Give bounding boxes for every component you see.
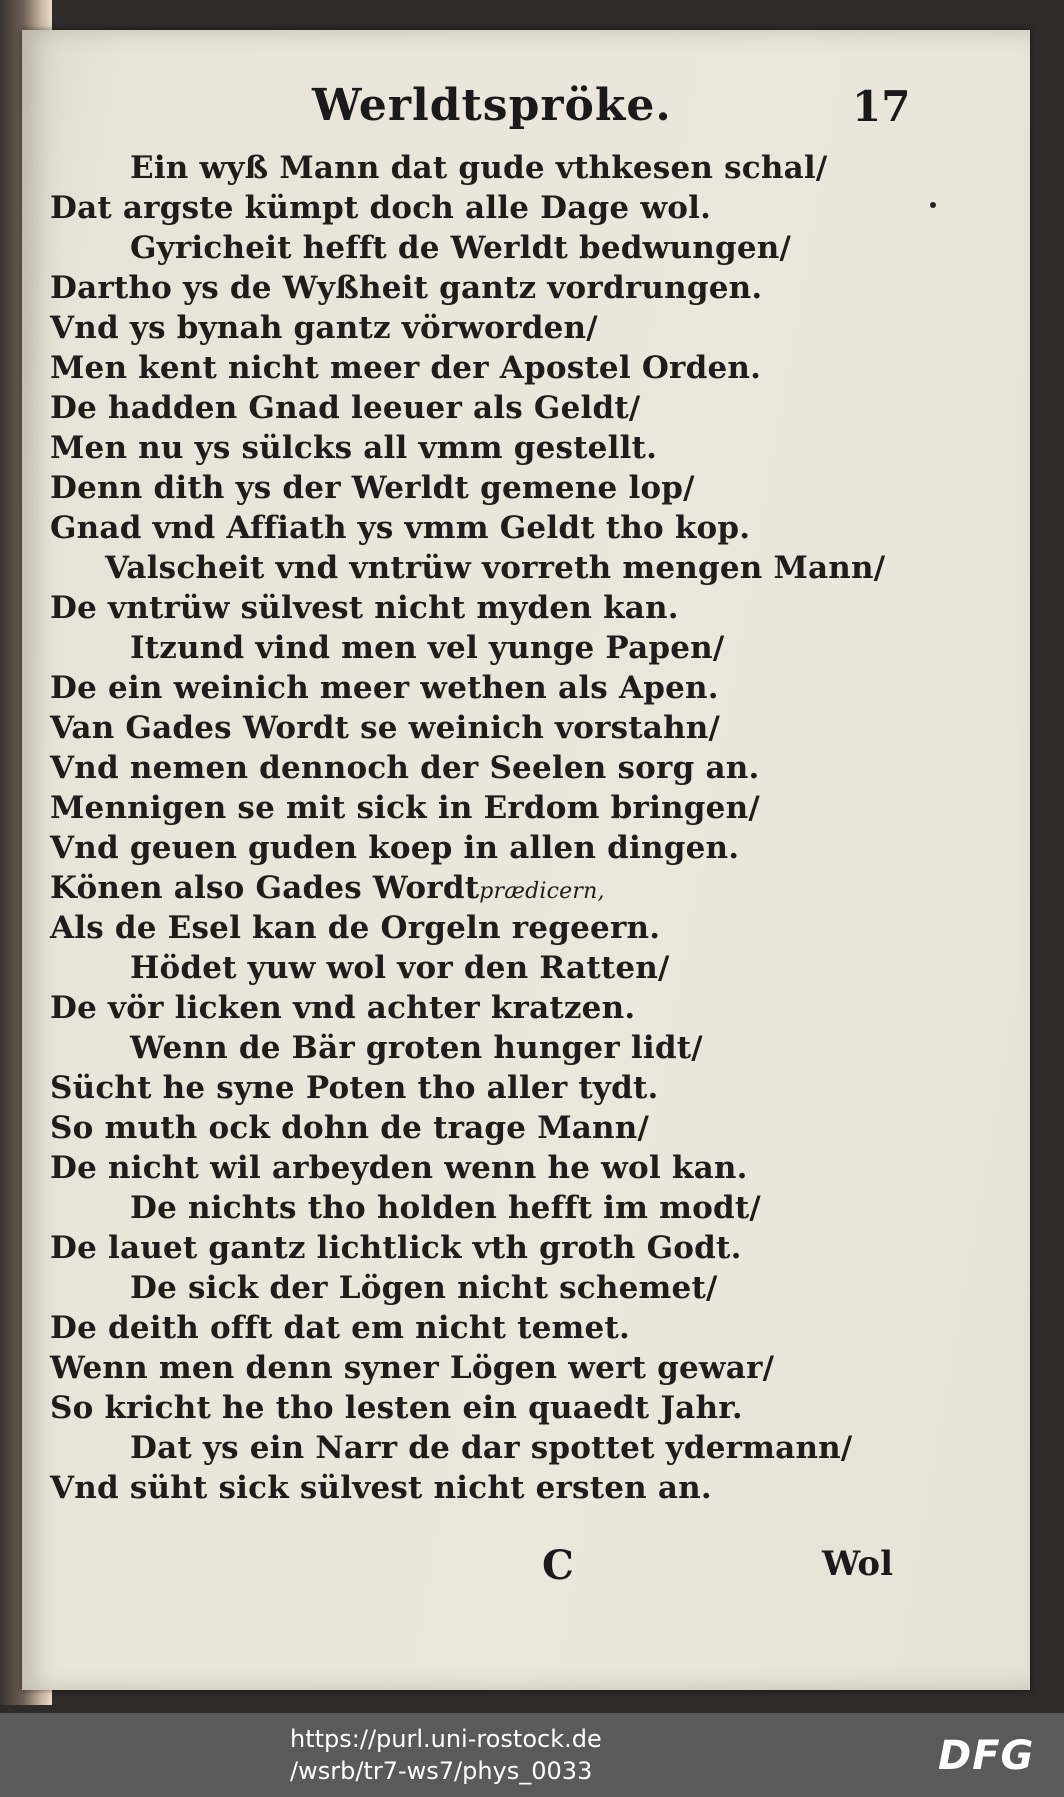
verse-line bbox=[50, 1108, 950, 1148]
verse-line-text: Ein wyß Mann dat gude vthkesen schal/ bbox=[130, 150, 828, 186]
catchword: Wol bbox=[822, 1544, 894, 1584]
verse-line-text: So kricht he tho lesten ein quaedt Jahr. bbox=[50, 1390, 743, 1426]
verse-line bbox=[50, 228, 950, 268]
verse-line bbox=[50, 1188, 950, 1228]
running-head: Werldtspröke. bbox=[312, 80, 672, 131]
verse-text-block bbox=[50, 148, 950, 1508]
signature-mark: C bbox=[542, 1542, 574, 1589]
verse-line bbox=[50, 628, 950, 668]
verse-line-text: De nichts tho holden hefft im modt/ bbox=[130, 1190, 761, 1226]
verse-line-text: Vnd süht sick sülvest nicht ersten an. bbox=[50, 1470, 712, 1506]
verse-line bbox=[50, 588, 950, 628]
verse-line bbox=[50, 428, 950, 468]
verse-line bbox=[50, 468, 950, 508]
verse-line-text: De lauet gantz lichtlick vth groth Godt. bbox=[50, 1230, 742, 1266]
verse-line-text: Men nu ys sülcks all vmm gestellt. bbox=[50, 430, 658, 466]
verse-line bbox=[50, 908, 950, 948]
verse-line-text: Men kent nicht meer der Apostel Orden. bbox=[50, 350, 762, 386]
verse-line bbox=[50, 868, 950, 908]
verse-line-text: De deith offt dat em nicht temet. bbox=[50, 1310, 630, 1346]
verse-line-text: De hadden Gnad leeuer als Geldt/ bbox=[50, 390, 641, 426]
verse-line bbox=[50, 988, 950, 1028]
permalink-line-1: https://purl.uni-rostock.de bbox=[290, 1725, 602, 1753]
verse-line-text: Sücht he syne Poten tho aller tydt. bbox=[50, 1070, 659, 1106]
page-footer-row bbox=[22, 1542, 1030, 1592]
verse-line bbox=[50, 268, 950, 308]
verse-line bbox=[50, 1068, 950, 1108]
verse-line bbox=[50, 788, 950, 828]
book-page bbox=[22, 30, 1030, 1690]
verse-line bbox=[50, 1148, 950, 1188]
verse-line bbox=[50, 1388, 950, 1428]
verse-line-text: Vnd ys bynah gantz vörworden/ bbox=[50, 310, 598, 346]
verse-line-text: De vntrüw sülvest nicht myden kan. bbox=[50, 590, 679, 626]
verse-line-text: Als de Esel kan de Orgeln regeern. bbox=[50, 910, 661, 946]
verse-line-text: Könen also Gades Wordt bbox=[50, 870, 480, 906]
verse-line-text: Gnad vnd Affiath ys vmm Geldt tho kop. bbox=[50, 510, 751, 546]
verse-line-text: Gyricheit hefft de Werldt bedwungen/ bbox=[130, 230, 792, 266]
verse-line-text: De nicht wil arbeyden wenn he wol kan. bbox=[50, 1150, 748, 1186]
verse-line bbox=[50, 348, 950, 388]
verse-line-text: Wenn men denn syner Lögen wert gewar/ bbox=[50, 1350, 775, 1386]
verse-line-text: Mennigen se mit sick in Erdom bringen/ bbox=[50, 790, 760, 826]
verse-line-text: De ein weinich meer wethen als Apen. bbox=[50, 670, 719, 706]
verse-line-text: Wenn de Bär groten hunger lidt/ bbox=[130, 1030, 703, 1066]
verse-line bbox=[50, 188, 950, 228]
verse-line bbox=[50, 1348, 950, 1388]
verse-line-text: Hödet yuw wol vor den Ratten/ bbox=[130, 950, 670, 986]
verse-line bbox=[50, 748, 950, 788]
verse-line-text: So muth ock dohn de trage Mann/ bbox=[50, 1110, 650, 1146]
verse-line bbox=[50, 148, 950, 188]
verse-line-text: Itzund vind men vel yunge Papen/ bbox=[130, 630, 725, 666]
latin-word: prædicern, bbox=[479, 879, 605, 904]
verse-line bbox=[50, 1268, 950, 1308]
verse-line-text: Vnd nemen dennoch der Seelen sorg an. bbox=[50, 750, 760, 786]
verse-line-text: Van Gades Wordt se weinich vorstahn/ bbox=[50, 710, 721, 746]
verse-line bbox=[50, 1308, 950, 1348]
verse-line bbox=[50, 548, 950, 588]
verse-line-text: De vör licken vnd achter kratzen. bbox=[50, 990, 636, 1026]
permalink[interactable] bbox=[290, 1723, 690, 1787]
verse-line bbox=[50, 508, 950, 548]
verse-line bbox=[50, 1428, 950, 1468]
page-number: 17 bbox=[852, 82, 911, 131]
viewer-footer-bar bbox=[0, 1713, 1064, 1797]
verse-line bbox=[50, 1468, 950, 1508]
verse-line bbox=[50, 668, 950, 708]
verse-line-text: Dartho ys de Wyßheit gantz vordrungen. bbox=[50, 270, 763, 306]
verse-line bbox=[50, 308, 950, 348]
verse-line bbox=[50, 948, 950, 988]
verse-line-text: De sick der Lögen nicht schemet/ bbox=[130, 1270, 718, 1306]
permalink-line-2: /wsrb/tr7-ws7/phys_0033 bbox=[290, 1757, 593, 1785]
page-header bbox=[22, 80, 1030, 150]
verse-line bbox=[50, 1028, 950, 1068]
verse-line bbox=[50, 388, 950, 428]
dfg-logo: DFG bbox=[938, 1733, 1035, 1779]
verse-line-text: Dat ys ein Narr de dar spottet ydermann/ bbox=[130, 1430, 853, 1466]
verse-line-text: Denn dith ys der Werldt gemene lop/ bbox=[50, 470, 695, 506]
verse-line-text: Valscheit vnd vntrüw vorreth mengen Mann/ bbox=[105, 550, 886, 586]
verse-line bbox=[50, 708, 950, 748]
verse-line-text: Dat argste kümpt doch alle Dage wol. bbox=[50, 190, 712, 226]
verse-line-text: Vnd geuen guden koep in allen dingen. bbox=[50, 830, 740, 866]
verse-line bbox=[50, 1228, 950, 1268]
verse-line bbox=[50, 828, 950, 868]
